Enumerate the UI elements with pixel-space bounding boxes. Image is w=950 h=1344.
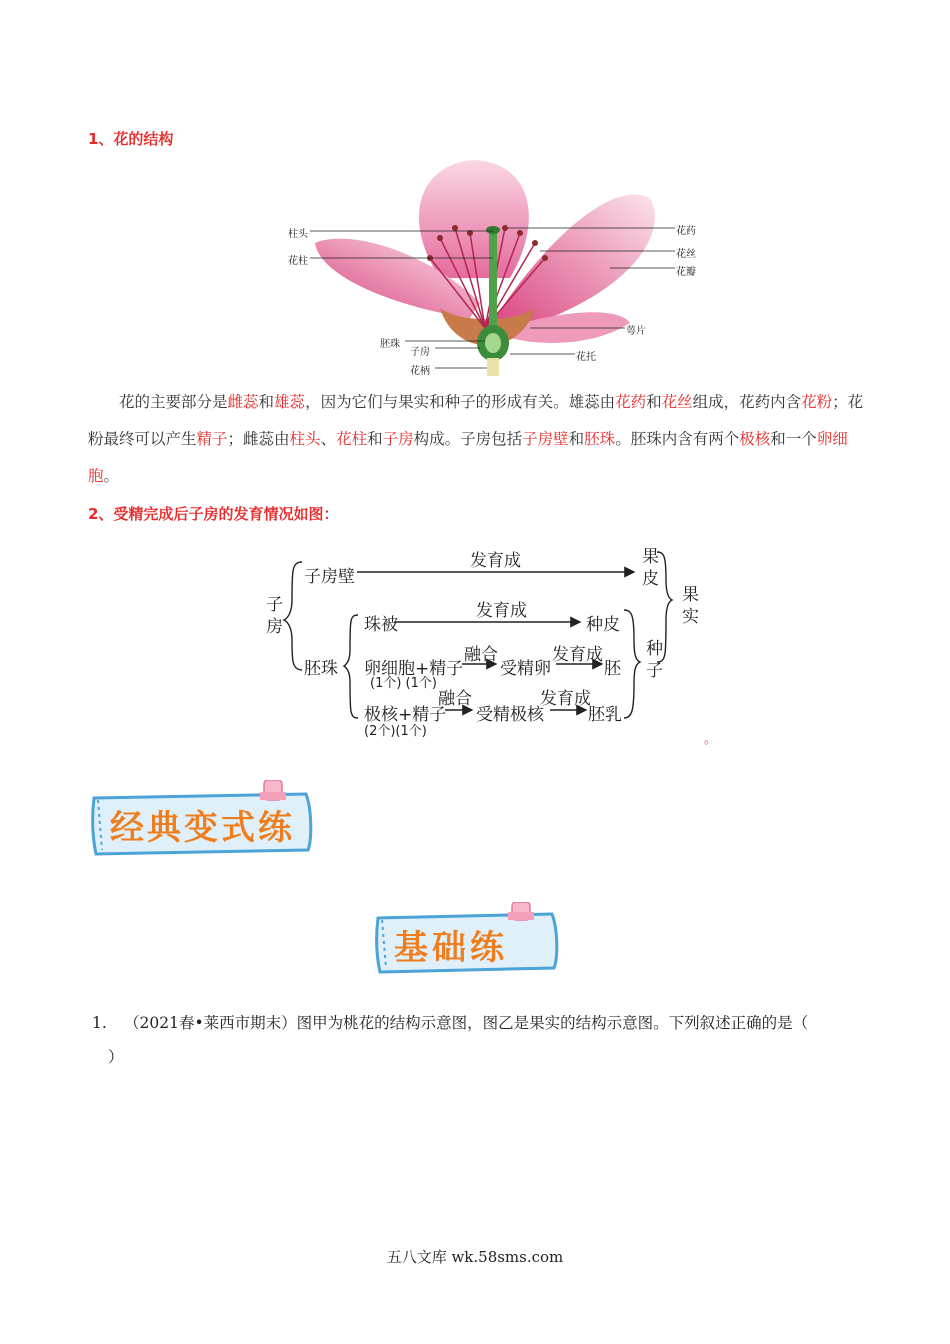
- diagram-polar-count: (2个)(1个): [364, 724, 427, 739]
- paragraph-text: 和: [258, 393, 275, 411]
- highlighted-term: 花粉: [801, 393, 833, 411]
- paragraph-text: 。胚珠内含有两个: [615, 430, 740, 448]
- diagram-zygote: 受精卵: [500, 659, 551, 679]
- paragraph-text: ；雌蕊由: [227, 430, 290, 448]
- paragraph-text: 组成，花药内含: [692, 393, 802, 411]
- question-number: 1.: [92, 1014, 107, 1032]
- diagram-develops-1: 发育成: [470, 551, 521, 571]
- diagram-ovary-wall: 子房壁: [304, 567, 355, 587]
- banner-classic-practice: [88, 780, 318, 858]
- paragraph-text: ；花粉最终可以产生: [88, 393, 864, 448]
- paragraph-text: 。: [103, 467, 120, 485]
- label-sepal: 萼片: [626, 326, 646, 337]
- label-petal: 花瓣: [676, 267, 696, 278]
- diagram-ovary: 子房: [266, 595, 283, 637]
- diagram-embryo: 胚: [604, 659, 621, 679]
- highlighted-term: 精子: [196, 430, 228, 448]
- highlighted-term: 柱头: [289, 430, 321, 448]
- footer-watermark: 五八文库 wk.58sms.com: [386, 1248, 564, 1266]
- banner-basic-practice: [372, 902, 562, 974]
- banner-classic-text: 经典变式练: [110, 808, 295, 848]
- diagram-seed: 种子: [646, 639, 663, 681]
- diagram-ovule: 胚珠: [304, 659, 338, 679]
- highlighted-term: 极核: [739, 430, 771, 448]
- highlighted-term: 花药: [615, 393, 647, 411]
- flower-structure-paragraph: [88, 384, 864, 495]
- section-heading-flower-structure: 1、花的结构: [88, 130, 174, 148]
- diagram-pericarp: 果皮: [642, 547, 659, 589]
- highlighted-term: 雄蕊: [274, 393, 306, 411]
- label-pedicel: 花柄: [410, 366, 430, 377]
- diagram-egg-count: (1个) (1个): [370, 676, 437, 691]
- question-close-paren: ）: [108, 1048, 124, 1066]
- diagram-endosperm: 胚乳: [588, 705, 622, 725]
- diagram-polar-sperm: 极核+精子: [364, 705, 447, 725]
- banner-basic-text: 基础练: [394, 928, 508, 968]
- flower-illustration: [280, 158, 700, 378]
- highlighted-term: 子房壁: [522, 430, 569, 448]
- diagram-fruit: 果实: [682, 585, 699, 627]
- label-ovary: 子房: [410, 347, 430, 358]
- label-receptacle: 花托: [576, 352, 596, 363]
- section-heading-ovary-development: 2、受精完成后子房的发育情况如图：: [88, 505, 339, 523]
- diagram-fuse-2: 融合: [438, 689, 472, 709]
- paragraph-text: 构成。子房包括: [413, 430, 523, 448]
- highlighted-term: 雌蕊: [227, 393, 259, 411]
- paragraph-text: ，因为它们与果实和种子的形成有关。雄蕊由: [305, 393, 616, 411]
- diagram-fuse-1: 融合: [464, 645, 498, 665]
- label-stigma: 柱头: [288, 229, 308, 240]
- label-style: 花柱: [288, 256, 308, 267]
- paragraph-text: 和: [646, 393, 662, 411]
- label-anther: 花药: [676, 226, 696, 237]
- paragraph-text: 和一个: [770, 430, 817, 448]
- paragraph-text: 和: [568, 430, 585, 448]
- paragraph-text: 、: [320, 430, 337, 448]
- diagram-fertilized-polar: 受精极核: [476, 705, 544, 725]
- ovary-development-diagram: [262, 540, 712, 750]
- diagram-develops-2: 发育成: [476, 601, 527, 621]
- highlighted-term: 子房: [382, 430, 414, 448]
- highlighted-term: 花柱: [336, 430, 368, 448]
- diagram-egg-sperm: 卵细胞+精子: [364, 659, 464, 679]
- paragraph-text: 和: [367, 430, 383, 448]
- highlighted-term: 卵细胞: [88, 430, 848, 485]
- diagram-integument: 珠被: [364, 615, 398, 635]
- trailing-period: 。: [704, 732, 718, 747]
- label-filament: 花丝: [676, 249, 696, 260]
- paragraph-text: 花的主要部分是: [119, 393, 228, 411]
- label-ovule: 胚珠: [380, 339, 400, 350]
- diagram-seed-coat: 种皮: [586, 615, 620, 635]
- diagram-develops-4: 发育成: [540, 689, 591, 709]
- flower-structure-figure: [280, 158, 700, 378]
- highlighted-term: 胚珠: [584, 430, 616, 448]
- question-text: （2021春•莱西市期末）图甲为桃花的结构示意图，图乙是果实的结构示意图。下列叙述正确的是（: [124, 1014, 809, 1032]
- highlighted-term: 花丝: [661, 393, 693, 411]
- diagram-develops-3: 发育成: [552, 645, 603, 665]
